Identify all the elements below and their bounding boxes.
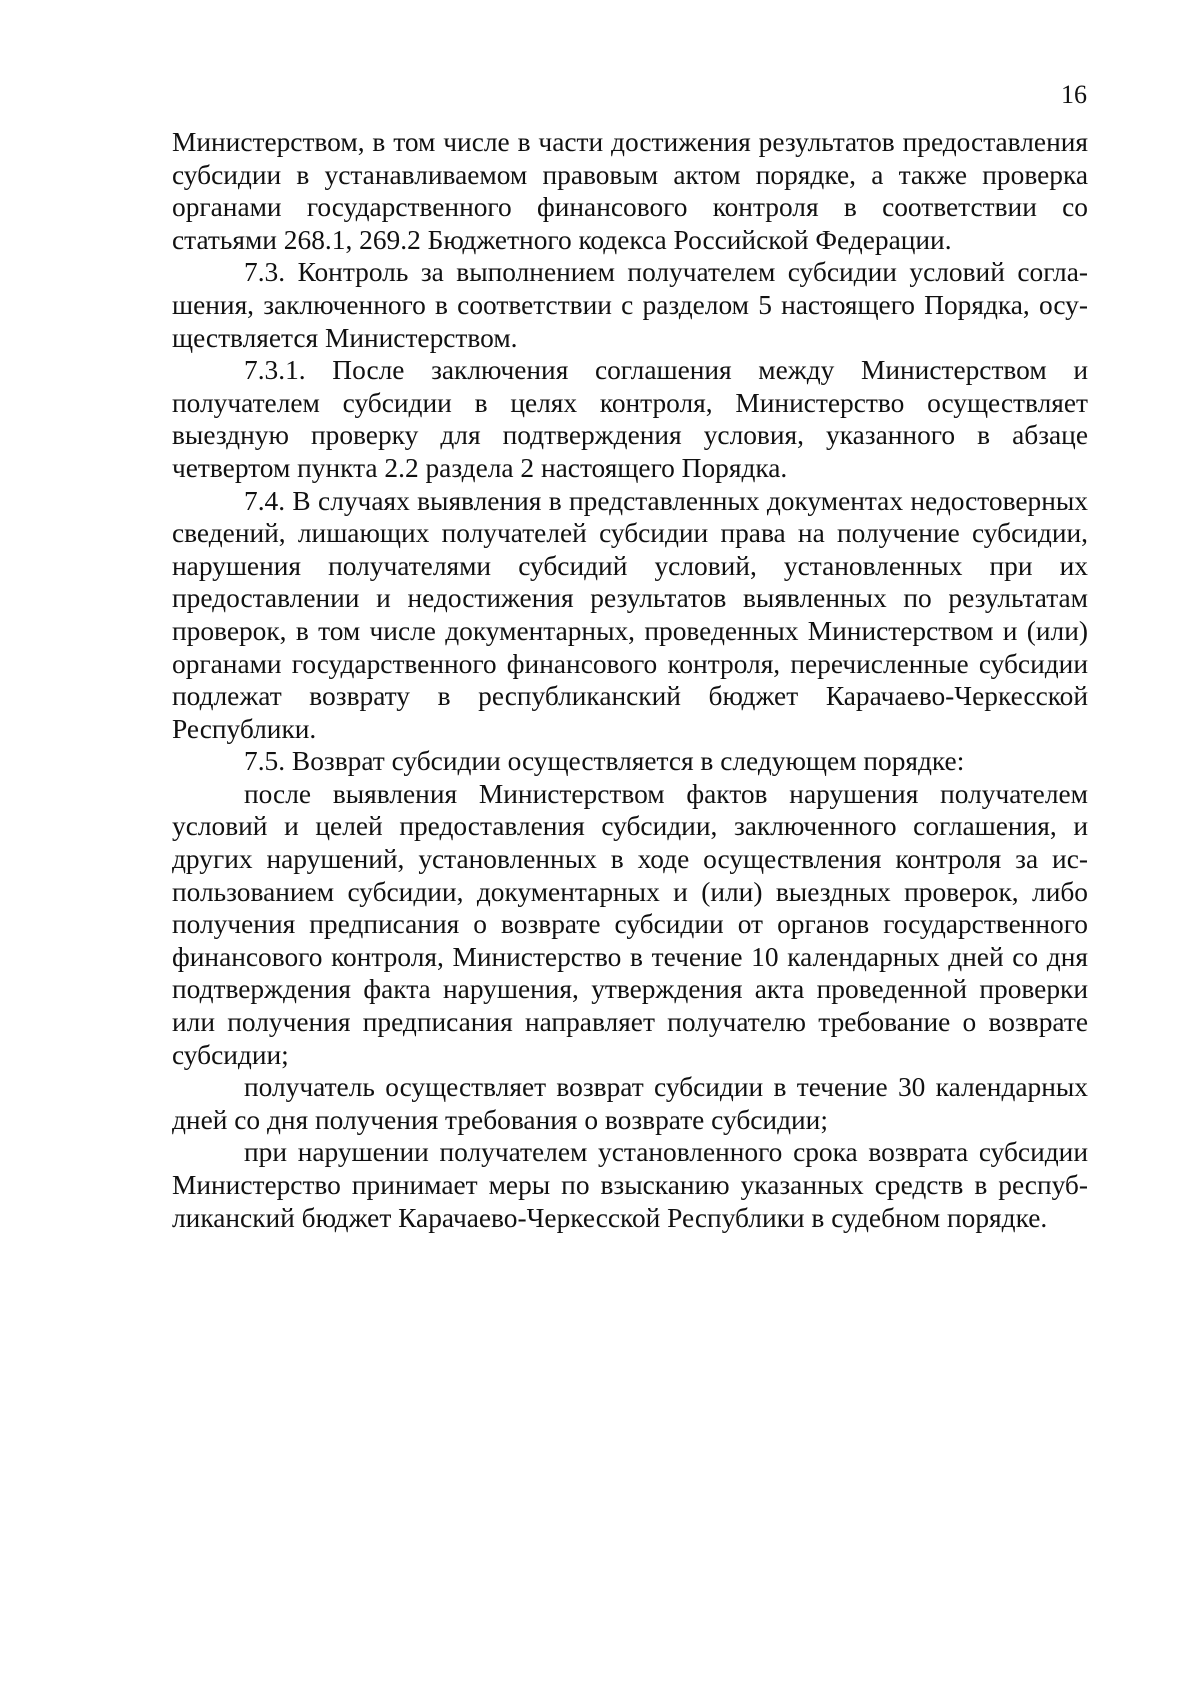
paragraph-7-3: 7.3. Контроль за выполнением получателем субсидии условий соглашения, заключенного в соответствии с разделом 5 настоящего Порядка, осуществляется Министерством. <box>172 257 1088 353</box>
paragraph-7-5: 7.5. Возврат субсидии осуществляется в следующем порядке: <box>244 746 965 777</box>
paragraph-continuation: Министерством, в том числе в части достижения результатов предоставления субсидии в устанавливаемом правовым актом порядке, а также проверка органами государственного финансового контроля в соответствии со статьями 268.1, 269.2 Бюджетного кодекса Российской Федерации. <box>172 127 1088 255</box>
paragraph-7-5-step-1: после выявления Министерством фактов нарушения получателем условий и целей предоставления субсидии, заключенного соглашения, и других нарушений, установленных в ходе осуществления контроля за использованием субсидии, документарных и (или) выездных проверок, либо получения предписания о возврате субсидии от органов государственного финансового контроля, Министерство в течение 10 календарных дней со дня подтверждения факта нарушения, утверждения акта проведенной проверки или получения предписания направляет получателю требование о возврате субсидии; <box>172 778 1088 1070</box>
paragraph-7-4: 7.4. В случаях выявления в представленных документах недостоверных сведений, лишающих получателей субсидии права на получение субсидии, нарушения получателями субсидий условий, установленных при их предоставлении и недостижения результатов выявленных по результатам проверок, в том числе документарных, проведенных Министерством и (или) органами государственного финансового контроля, перечисленные субсидии подлежат возврату в республиканский бюджет Карачаево-Черкесской Республики. <box>172 485 1088 744</box>
document-body <box>172 126 1088 1234</box>
paragraph-7-3-1: 7.3.1. После заключения соглашения между Министерством и получателем субсидии в целях контроля, Министерство осуществляет выездную проверку для подтверждения условия, указанного в абзаце четвертом пункта 2.2 раздела 2 настоящего Порядка. <box>172 355 1088 483</box>
paragraph-7-5-step-3: при нарушении получателем установленного срока возврата субсидии Министерство принимает меры по взысканию указанных средств в республиканский бюджет Карачаево-Черкесской Республики в судебном порядке. <box>172 1137 1088 1233</box>
page-number: 16 <box>1061 80 1087 109</box>
paragraph-7-5-step-2: получатель осуществляет возврат субсидии в течение 30 календарных дней со дня получения требования о возврате субсидии; <box>172 1072 1088 1135</box>
